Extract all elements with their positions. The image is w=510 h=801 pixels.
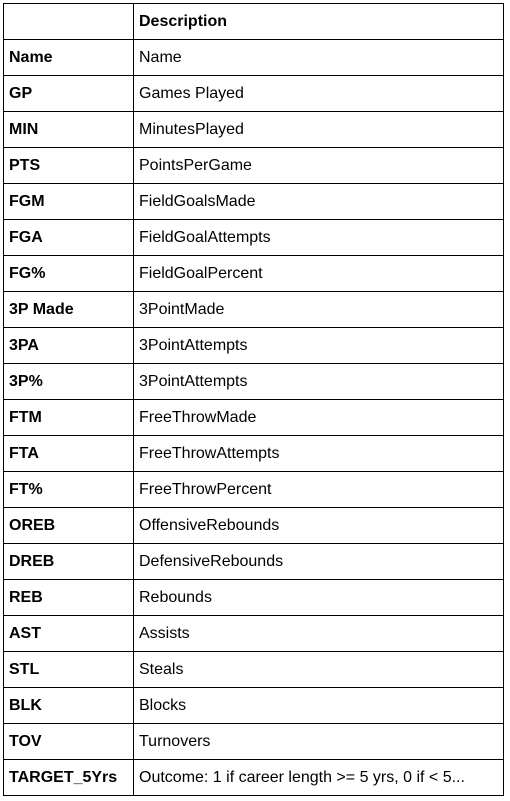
row-key-cell: TOV	[4, 724, 134, 760]
row-description-cell: Rebounds	[134, 580, 504, 616]
row-key-cell: GP	[4, 76, 134, 112]
row-description-cell: 3PointAttempts	[134, 328, 504, 364]
table-row	[4, 148, 504, 184]
row-description-cell: Steals	[134, 652, 504, 688]
header-description: Description	[134, 4, 504, 40]
table-row	[4, 256, 504, 292]
row-key-cell: MIN	[4, 112, 134, 148]
row-key-cell: OREB	[4, 508, 134, 544]
table-row	[4, 364, 504, 400]
table-row	[4, 184, 504, 220]
row-description-cell: FreeThrowAttempts	[134, 436, 504, 472]
row-description-cell: FreeThrowMade	[134, 400, 504, 436]
table-row	[4, 508, 504, 544]
row-key-cell: BLK	[4, 688, 134, 724]
row-description-cell: Games Played	[134, 76, 504, 112]
row-key-cell: Name	[4, 40, 134, 76]
row-key-cell: AST	[4, 616, 134, 652]
table-row	[4, 292, 504, 328]
row-key-cell: FTA	[4, 436, 134, 472]
row-key-cell: 3PA	[4, 328, 134, 364]
row-description-cell: FieldGoalPercent	[134, 256, 504, 292]
table-row	[4, 328, 504, 364]
header-key	[4, 4, 134, 40]
row-key-cell: REB	[4, 580, 134, 616]
row-description-cell: 3PointAttempts	[134, 364, 504, 400]
row-description-cell: Blocks	[134, 688, 504, 724]
table-row	[4, 76, 504, 112]
table-row	[4, 220, 504, 256]
table-row	[4, 436, 504, 472]
row-description-cell: 3PointMade	[134, 292, 504, 328]
table-row	[4, 400, 504, 436]
row-key-cell: DREB	[4, 544, 134, 580]
row-key-cell: FT%	[4, 472, 134, 508]
table-row	[4, 112, 504, 148]
stats-description-table-container	[3, 3, 503, 796]
row-description-cell: PointsPerGame	[134, 148, 504, 184]
row-description-cell: DefensiveRebounds	[134, 544, 504, 580]
row-key-cell: FG%	[4, 256, 134, 292]
row-description-cell: Name	[134, 40, 504, 76]
table-body	[4, 40, 504, 796]
row-key-cell: FTM	[4, 400, 134, 436]
row-description-cell: MinutesPlayed	[134, 112, 504, 148]
table-row	[4, 472, 504, 508]
row-key-cell: FGM	[4, 184, 134, 220]
row-key-cell: STL	[4, 652, 134, 688]
row-key-cell: FGA	[4, 220, 134, 256]
table-row	[4, 616, 504, 652]
row-description-cell: FreeThrowPercent	[134, 472, 504, 508]
row-description-cell: Outcome: 1 if career length >= 5 yrs, 0 if < 5...	[134, 760, 504, 796]
row-key-cell: TARGET_5Yrs	[4, 760, 134, 796]
row-description-cell: Turnovers	[134, 724, 504, 760]
row-description-cell: FieldGoalAttempts	[134, 220, 504, 256]
table-row	[4, 760, 504, 796]
table-row	[4, 724, 504, 760]
row-description-cell: OffensiveRebounds	[134, 508, 504, 544]
row-key-cell: 3P Made	[4, 292, 134, 328]
table-row	[4, 580, 504, 616]
stats-description-table	[3, 3, 504, 796]
table-header-row	[4, 4, 504, 40]
row-key-cell: 3P%	[4, 364, 134, 400]
row-key-cell: PTS	[4, 148, 134, 184]
row-description-cell: Assists	[134, 616, 504, 652]
row-description-cell: FieldGoalsMade	[134, 184, 504, 220]
table-row	[4, 688, 504, 724]
table-row	[4, 544, 504, 580]
table-row	[4, 40, 504, 76]
table-row	[4, 652, 504, 688]
